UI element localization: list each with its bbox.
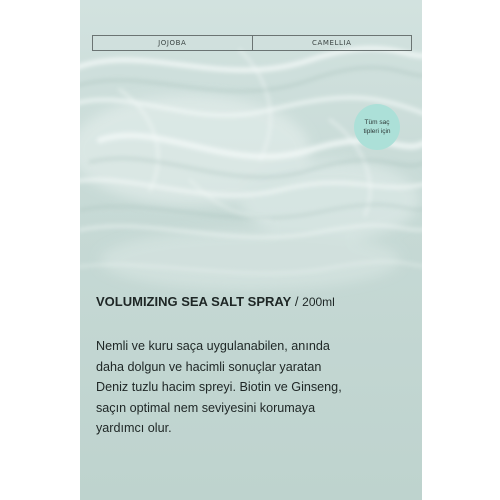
ingredient-jojoba: JOJOBA [158, 39, 187, 47]
badge-line-2: tipleri için [363, 128, 391, 135]
description-line: Nemli ve kuru saça uygulanabilen, anında [96, 339, 330, 353]
product-name: VOLUMIZING SEA SALT SPRAY [96, 294, 292, 309]
product-title [96, 294, 335, 309]
description-line: daha dolgun ve hacimli sonuçlar yaratan [96, 359, 322, 374]
product-page [80, 0, 422, 500]
product-description [96, 336, 414, 439]
badge-line-1: Tüm saç [364, 119, 390, 126]
description-line: Deniz tuzlu hacim spreyi. Biotin ve Ginseng, [96, 380, 342, 395]
ingredients-bar [92, 35, 412, 51]
description-line: yardımcı olur. [96, 421, 172, 436]
title-separator: / [294, 294, 299, 309]
product-volume: 200ml [302, 295, 335, 309]
hair-type-badge [354, 104, 400, 150]
ingredient-camellia: CAMELLIA [252, 36, 412, 50]
description-line: saçın optimal nem seviyesini korumaya [96, 400, 316, 415]
